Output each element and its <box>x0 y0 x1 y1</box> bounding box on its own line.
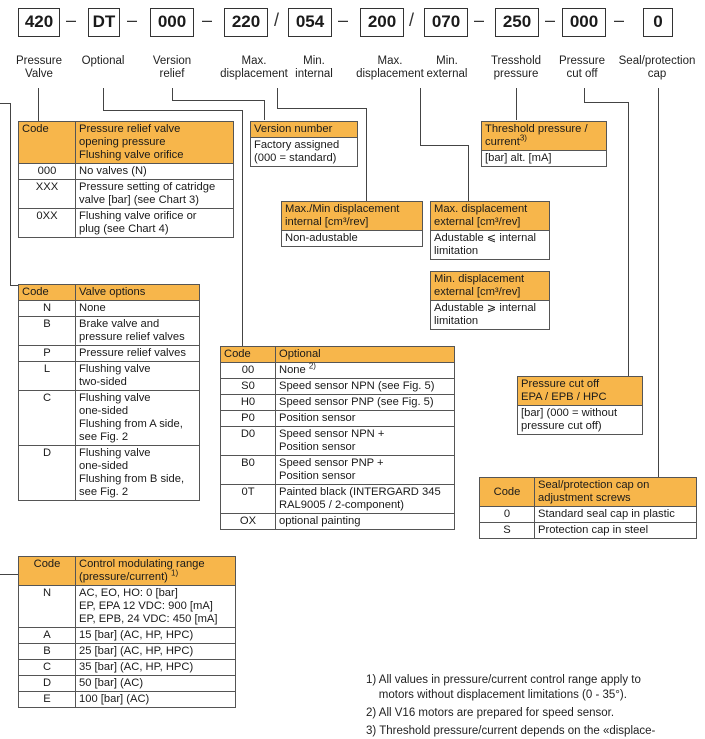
row-code: XXX <box>19 180 76 209</box>
column-header: Code <box>19 285 76 301</box>
row-desc: Speed sensor NPN + Position sensor <box>276 427 455 456</box>
separator: – <box>614 10 625 30</box>
row-desc: Standard seal cap in plastic <box>535 507 697 523</box>
row-code: D <box>19 446 76 501</box>
box-body: Adustable ⩾ internal limitation <box>434 302 537 327</box>
row-code: B <box>19 644 76 660</box>
row-desc: Flushing valve orifice or plug (see Chart 4) <box>76 209 234 238</box>
row-desc: Flushing valve two-sided <box>76 362 200 391</box>
column-header: Code <box>19 557 76 586</box>
table-row <box>19 692 236 708</box>
label-min-internal: Min. internal <box>295 55 333 80</box>
column-header: Seal/protection cap on adjustment screws <box>535 478 697 507</box>
row-code: 0T <box>221 485 276 514</box>
table-row <box>19 209 234 238</box>
box-body: Factory assigned (000 = standard) <box>254 139 340 164</box>
max-min-internal-box <box>281 201 423 247</box>
row-desc: 100 [bar] (AC) <box>76 692 236 708</box>
min-external-box <box>430 271 550 330</box>
footnote-ref: 1) <box>171 568 179 578</box>
table-row <box>19 164 234 180</box>
code-box-version: 000 <box>150 8 194 37</box>
label-threshold-pressure: Tresshold pressure <box>490 55 542 80</box>
row-code: B0 <box>221 456 276 485</box>
code-box-pressure-valve: 420 <box>18 8 60 37</box>
box-body: Adustable ⩽ internal limitation <box>434 232 537 257</box>
label-version-relief: Version relief <box>152 55 192 80</box>
footnote-2: 2) All V16 motors are prepared for speed sensor. <box>366 707 615 719</box>
row-desc: 35 [bar] (AC, HP, HPC) <box>76 660 236 676</box>
label-seal-cap: Seal/protection cap <box>618 55 696 80</box>
box-header: Version number <box>251 122 357 138</box>
threshold-pressure-box <box>481 121 607 167</box>
box-header: Threshold pressure / current$^{3)}$ <box>482 122 606 151</box>
table-row <box>221 379 455 395</box>
row-code: 00 <box>221 363 276 379</box>
code-box-pressure-cut-off: 000 <box>562 8 606 37</box>
row-code: L <box>19 362 76 391</box>
row-desc: Pressure relief valves <box>76 346 200 362</box>
row-code: A <box>19 628 76 644</box>
row-code: B <box>19 317 76 346</box>
box-header: Min. displacement external [cm³/rev] <box>431 272 549 301</box>
row-desc: Position sensor <box>276 411 455 427</box>
table-row <box>19 362 200 391</box>
optional-table <box>220 346 455 530</box>
row-code: S <box>480 523 535 539</box>
row-code: S0 <box>221 379 276 395</box>
row-code: E <box>19 692 76 708</box>
label-optional: Optional <box>81 55 125 67</box>
box-body: [bar] (000 = without pressure cut off) <box>521 407 618 432</box>
column-header: Code <box>221 347 276 363</box>
box-header: Pressure cut off EPA / EPB / HPC <box>518 377 642 406</box>
row-code: D0 <box>221 427 276 456</box>
row-code: H0 <box>221 395 276 411</box>
box-body: [bar] alt. [mA] <box>485 152 552 164</box>
row-code: N <box>19 586 76 628</box>
code-box-max-displacement-internal: 220 <box>224 8 268 37</box>
pressure-cut-off-box <box>517 376 643 435</box>
row-desc: None $^{2)}$ <box>276 363 455 379</box>
table-row <box>221 411 455 427</box>
footnote-1: 1) All values in pressure/current control range apply to motors without displacement limitations (0 - 35°). <box>366 674 641 701</box>
table-row <box>19 317 200 346</box>
table-row <box>19 180 234 209</box>
column-header: Control modulating range (pressure/current) $^{1)}$ <box>76 557 236 586</box>
pressure-valve-table <box>18 121 234 238</box>
code-box-min-internal: 054 <box>288 8 332 37</box>
row-code: C <box>19 660 76 676</box>
code-box-threshold-pressure: 250 <box>495 8 539 37</box>
column-header: Optional <box>276 347 455 363</box>
separator: – <box>545 10 556 30</box>
separator: – <box>66 10 77 30</box>
label-pressure-valve: Pressure Valve <box>15 55 63 80</box>
table-row <box>19 346 200 362</box>
table-row <box>19 301 200 317</box>
table-row <box>19 391 200 446</box>
label-max-displacement-external: Max. displacement <box>356 55 424 80</box>
footnote-3: 3) Threshold pressure/current depends on the «displace- <box>366 725 656 737</box>
table-header <box>19 557 236 586</box>
table-row <box>19 660 236 676</box>
table-row <box>480 507 697 523</box>
table-row <box>221 485 455 514</box>
label-pressure-cut-off: Pressure cut off <box>558 55 606 80</box>
row-code: OX <box>221 514 276 530</box>
row-desc: 25 [bar] (AC, HP, HPC) <box>76 644 236 660</box>
footnote-ref: 2) <box>308 361 316 371</box>
valve-options-table <box>18 284 200 501</box>
separator: – <box>338 10 349 30</box>
row-desc: Flushing valve one-sided Flushing from A side, see Fig. 2 <box>76 391 200 446</box>
row-desc: No valves (N) <box>76 164 234 180</box>
table-header <box>221 347 455 363</box>
row-code: P0 <box>221 411 276 427</box>
row-desc: Speed sensor PNP + Position sensor <box>276 456 455 485</box>
box-header: Max./Min displacement internal [cm³/rev] <box>282 202 422 231</box>
table-row <box>480 523 697 539</box>
row-desc: optional painting <box>276 514 455 530</box>
row-code: P <box>19 346 76 362</box>
table-row <box>221 395 455 411</box>
row-desc: Pressure setting of catridge valve [bar] (see Chart 3) <box>76 180 234 209</box>
table-row <box>19 644 236 660</box>
row-desc: Speed sensor NPN (see Fig. 5) <box>276 379 455 395</box>
code-box-max-displacement-external: 200 <box>360 8 404 37</box>
table-row <box>19 676 236 692</box>
column-header: Code <box>480 478 535 507</box>
column-header: Valve options <box>76 285 200 301</box>
row-desc: None <box>76 301 200 317</box>
row-code: C <box>19 391 76 446</box>
box-body: Non-adustable <box>285 232 358 244</box>
row-desc: AC, EO, HO: 0 [bar] EP, EPA 12 VDC: 900 [mA] EP, EPB, 24 VDC: 450 [mA] <box>76 586 236 628</box>
separator: – <box>202 10 213 30</box>
table-row <box>19 586 236 628</box>
separator: / <box>274 10 280 30</box>
row-desc: Protection cap in steel <box>535 523 697 539</box>
footnote-ref: 3) <box>519 133 527 143</box>
code-box-min-external: 070 <box>424 8 468 37</box>
table-row <box>221 456 455 485</box>
table-row <box>19 446 200 501</box>
separator: – <box>474 10 485 30</box>
row-code: N <box>19 301 76 317</box>
control-range-table <box>18 556 236 708</box>
table-row <box>221 427 455 456</box>
code-box-seal-cap: 0 <box>643 8 673 37</box>
table-header <box>19 122 234 164</box>
table-header <box>480 478 697 507</box>
table-row <box>19 628 236 644</box>
row-desc: 15 [bar] (AC, HP, HPC) <box>76 628 236 644</box>
row-code: 0 <box>480 507 535 523</box>
version-number-box <box>250 121 358 167</box>
seal-cap-table <box>479 477 697 539</box>
row-desc: Speed sensor PNP (see Fig. 5) <box>276 395 455 411</box>
table-row <box>221 514 455 530</box>
separator: / <box>409 10 415 30</box>
label-min-external: Min. external <box>426 55 468 80</box>
max-external-box <box>430 201 550 260</box>
row-code: D <box>19 676 76 692</box>
code-box-optional: DT <box>88 8 120 37</box>
column-header: Code <box>19 122 76 164</box>
row-desc: 50 [bar] (AC) <box>76 676 236 692</box>
separator: – <box>127 10 138 30</box>
table-header <box>19 285 200 301</box>
table-row <box>221 363 455 379</box>
label-max-displacement-internal: Max. displacement <box>220 55 288 80</box>
row-code: 000 <box>19 164 76 180</box>
column-header: Pressure relief valve opening pressure Flushing valve orifice <box>76 122 234 164</box>
row-desc: Brake valve and pressure relief valves <box>76 317 200 346</box>
row-desc: Flushing valve one-sided Flushing from B side, see Fig. 2 <box>76 446 200 501</box>
row-code: 0XX <box>19 209 76 238</box>
box-header: Max. displacement external [cm³/rev] <box>431 202 549 231</box>
row-desc: Painted black (INTERGARD 345 RAL9005 / 2-component) <box>276 485 455 514</box>
